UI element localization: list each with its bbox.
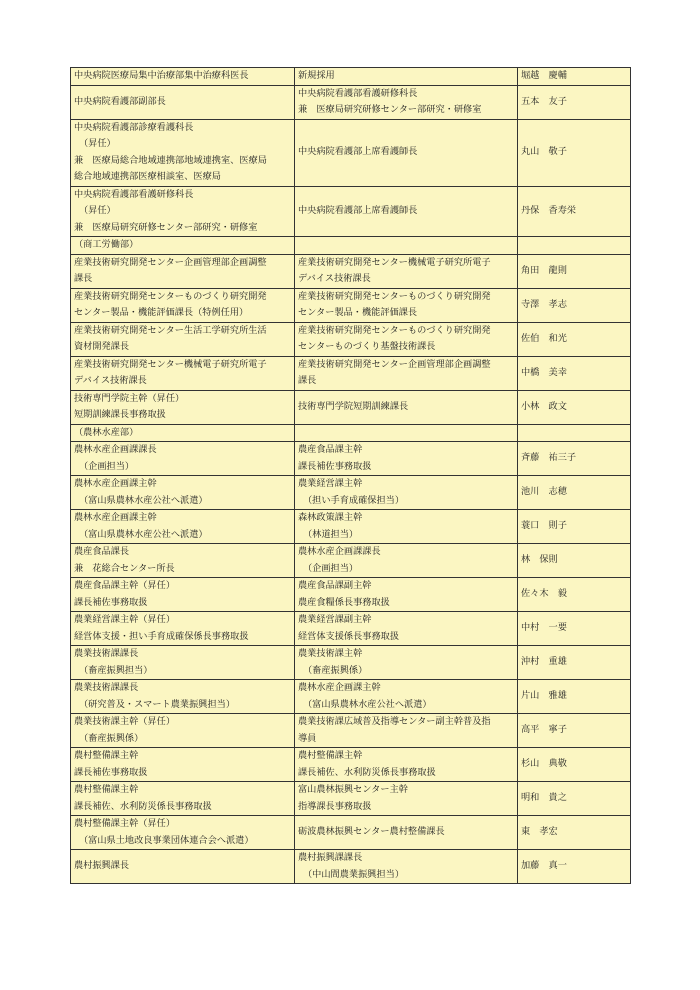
new-position-cell: [295, 254, 518, 288]
cell-line: 農産食品課主幹: [298, 444, 363, 455]
cell-line: 産業技術研究開発センターものづくり研究開発: [298, 290, 491, 302]
cell-line: 経営体支援係長事務取扱: [298, 630, 400, 642]
cell-line: 兼 医療局研究研修センター部研究・研修室: [74, 221, 258, 233]
person-name-cell: 五本 友子: [518, 85, 631, 119]
person-name-cell: 加藤 真一: [518, 850, 631, 884]
new-position-cell: [295, 782, 518, 816]
old-position-cell: [71, 748, 295, 782]
cell-line: 兼 花総合センター所長: [74, 562, 175, 574]
cell-line: 農林水産企画課課長: [74, 444, 157, 455]
old-position-cell: [71, 578, 295, 612]
cell-line: 兼 医療局研究研修センター部研究・研修室: [298, 104, 482, 115]
table-row: [71, 119, 631, 186]
table-row: [71, 680, 631, 714]
cell-line: （富山県農林水産公社へ派遣）: [303, 698, 432, 710]
cell-line: 経営体支援・担い手育成確保係長事務取扱: [74, 630, 249, 642]
cell-line: （富山県農林水産公社へ派遣）: [79, 494, 208, 506]
cell-line: 農林水産企画課主幹: [74, 478, 157, 489]
cell-line: 農業経営課副主幹: [298, 614, 372, 625]
table-row: [71, 476, 631, 510]
cell-line: 中央病院看護部診療看護科長: [74, 121, 194, 133]
table-row: [71, 544, 631, 578]
cell-line: 兼 医療局総合地域連携部地域連携室、医療局: [74, 154, 267, 166]
cell-line: 富山農林振興センター主幹: [298, 784, 408, 795]
old-position-cell: [71, 390, 295, 424]
cell-line: （畜産振興係）: [303, 664, 368, 676]
cell-line: 農林水産企画課主幹: [74, 512, 157, 523]
new-position-cell: [295, 816, 518, 850]
cell-line: 産業技術研究開発センター機械電子研究所電子: [74, 358, 267, 370]
cell-line: 農村整備課主幹: [74, 784, 139, 795]
cell-line: センターものづくり基盤技術課長: [298, 341, 436, 352]
old-position-cell: [71, 646, 295, 680]
cell-line: 農業経営課主幹（昇任）: [74, 614, 176, 625]
person-name-cell: 堀越 慶輔: [518, 68, 631, 86]
cell-line: デバイス技術課長: [298, 273, 371, 284]
person-name-cell: 池川 志穂: [518, 476, 631, 510]
cell-line: 産業技術研究開発センター機械電子研究所電子: [298, 256, 491, 268]
old-position-cell: [71, 850, 295, 884]
person-name-cell: 佐伯 和光: [518, 322, 631, 356]
person-name-cell: 丸山 敬子: [518, 119, 631, 186]
new-position-cell: [295, 646, 518, 680]
new-position-cell: [295, 544, 518, 578]
old-position-cell: [71, 782, 295, 816]
old-position-cell: [71, 714, 295, 748]
cell-line: 農業経営課主幹: [298, 478, 363, 489]
old-position-cell: [71, 186, 295, 237]
cell-line: デバイス技術課長: [74, 375, 147, 386]
cell-line: 中央病院看護部副部長: [74, 95, 166, 107]
person-name-cell: 高平 寧子: [518, 714, 631, 748]
person-name-cell: 小林 政文: [518, 390, 631, 424]
new-position-cell: [295, 680, 518, 714]
person-name-cell: 林 保則: [518, 544, 631, 578]
cell-line: 農林水産企画課主幹: [298, 682, 381, 693]
cell-line: （企画担当）: [79, 460, 135, 472]
person-name-cell: 中橋 美幸: [518, 356, 631, 390]
empty-cell: [518, 424, 631, 442]
cell-line: 農業技術課広域普及指導センター副主幹普及指: [298, 716, 491, 727]
old-position-cell: [71, 356, 295, 390]
table-row: [71, 442, 631, 476]
cell-line: 課長補佐事務取扱: [74, 596, 148, 608]
cell-line: 課長補佐、水利防災係長事務取扱: [74, 800, 212, 812]
old-position-cell: [71, 544, 295, 578]
cell-line: 中央病院看護部上席看護師長: [298, 205, 418, 216]
new-position-cell: [295, 442, 518, 476]
new-position-cell: [295, 578, 518, 612]
old-position-cell: [71, 816, 295, 850]
person-name-cell: 杉山 典敬: [518, 748, 631, 782]
cell-line: 農業技術課課長: [74, 648, 139, 659]
person-name-cell: 片山 雅雄: [518, 680, 631, 714]
cell-line: 導員: [298, 732, 317, 744]
cell-line: 農村振興課課長: [298, 852, 363, 863]
cell-line: 技術専門学院主幹（昇任）: [74, 392, 185, 404]
new-position-cell: [295, 476, 518, 510]
table-row: [71, 714, 631, 748]
person-name-cell: 明和 貴之: [518, 782, 631, 816]
old-position-cell: [71, 476, 295, 510]
table-row: [71, 390, 631, 424]
new-position-cell: [295, 850, 518, 884]
old-position-cell: [71, 510, 295, 544]
cell-line: 新規採用: [298, 70, 335, 81]
cell-line: 指導課長事務取扱: [298, 800, 372, 812]
old-position-cell: [71, 680, 295, 714]
cell-line: 農村振興課長: [74, 860, 130, 872]
cell-line: 総合地域連携部医療相談室、医療局: [74, 171, 221, 182]
cell-line: 課長補佐、水利防災係長事務取扱: [298, 766, 436, 778]
table-row: [71, 356, 631, 390]
table-row: [71, 850, 631, 884]
personnel-table-body: [71, 68, 631, 884]
person-name-cell: 寺澤 孝志: [518, 288, 631, 322]
cell-line: 農産食糧係長事務取扱: [298, 596, 390, 608]
empty-cell: [295, 424, 518, 442]
new-position-cell: [295, 510, 518, 544]
new-position-cell: [295, 68, 518, 86]
new-position-cell: [295, 186, 518, 237]
person-name-cell: 東 孝宏: [518, 816, 631, 850]
cell-line: （林道担当）: [303, 528, 359, 540]
table-row: [71, 612, 631, 646]
cell-line: 農産食品課長: [74, 546, 130, 557]
cell-line: 資材開発課長: [74, 341, 130, 352]
new-position-cell: [295, 119, 518, 186]
person-name-cell: 中村 一要: [518, 612, 631, 646]
cell-line: 産業技術研究開発センター生活工学研究所生活: [74, 324, 267, 336]
table-row: [71, 816, 631, 850]
empty-cell: [518, 237, 631, 255]
table-row: [71, 85, 631, 119]
new-position-cell: [295, 288, 518, 322]
new-position-cell: [295, 714, 518, 748]
old-position-cell: [71, 119, 295, 186]
cell-line: （昇任）: [79, 205, 116, 216]
table-row: [71, 782, 631, 816]
new-position-cell: [295, 356, 518, 390]
cell-line: 課長補佐事務取扱: [74, 766, 148, 778]
person-name-cell: 蓑口 則子: [518, 510, 631, 544]
section-row: [71, 424, 631, 442]
new-position-cell: [295, 390, 518, 424]
table-row: [71, 748, 631, 782]
section-row: [71, 237, 631, 255]
table-row: [71, 254, 631, 288]
person-name-cell: 角田 龍則: [518, 254, 631, 288]
cell-line: （研究普及・スマート農業振興担当）: [79, 698, 236, 710]
cell-line: 農村整備課主幹: [298, 750, 363, 761]
cell-line: （畜産振興担当）: [79, 664, 153, 676]
person-name-cell: 佐々木 毅: [518, 578, 631, 612]
person-name-cell: 沖村 重雄: [518, 646, 631, 680]
cell-line: 産業技術研究開発センターものづくり研究開発: [74, 290, 267, 302]
cell-line: （中山間農業振興担当）: [303, 868, 405, 880]
old-position-cell: [71, 254, 295, 288]
cell-line: （担い手育成確保担当）: [303, 494, 405, 506]
cell-line: 中央病院看護部上席看護師長: [298, 146, 418, 158]
cell-line: 農産食品課副主幹: [298, 580, 372, 591]
section-title: （農林水産部）: [71, 424, 295, 442]
cell-line: （畜産振興係）: [79, 732, 144, 744]
table-row: [71, 186, 631, 237]
cell-line: 中央病院医療局集中治療部集中治療科医長: [74, 70, 249, 81]
new-position-cell: [295, 748, 518, 782]
cell-line: 課長: [298, 375, 317, 386]
cell-line: 森林政策課主幹: [298, 512, 363, 523]
old-position-cell: [71, 612, 295, 646]
table-row: [71, 646, 631, 680]
cell-line: 課長補佐事務取扱: [298, 460, 372, 472]
cell-line: （富山県土地改良事業団体連合会へ派遣）: [79, 834, 254, 846]
cell-line: 産業技術研究開発センターものづくり研究開発: [298, 324, 491, 336]
table-row: [71, 68, 631, 86]
new-position-cell: [295, 612, 518, 646]
table-row: [71, 288, 631, 322]
personnel-table: [70, 67, 631, 884]
cell-line: 農業技術課課長: [74, 682, 139, 693]
cell-line: 中央病院看護部看護研修科長: [298, 87, 418, 99]
person-name-cell: 丹保 香寿栄: [518, 186, 631, 237]
cell-line: （富山県農林水産公社へ派遣）: [79, 528, 208, 540]
cell-line: 農村整備課主幹: [74, 750, 139, 761]
cell-line: 農業技術課主幹: [298, 648, 363, 659]
old-position-cell: [71, 322, 295, 356]
cell-line: センター製品・機能評価課長: [298, 307, 418, 318]
old-position-cell: [71, 442, 295, 476]
cell-line: センター製品・機能評価課長（特例任用）: [74, 307, 249, 318]
old-position-cell: [71, 288, 295, 322]
table-row: [71, 578, 631, 612]
cell-line: （昇任）: [79, 138, 116, 149]
cell-line: 技術専門学院短期訓練課長: [298, 400, 409, 412]
cell-line: 農村整備課主幹（昇任）: [74, 818, 176, 829]
cell-line: 産業技術研究開発センター企画管理部企画調整: [74, 256, 267, 268]
cell-line: （企画担当）: [303, 562, 359, 574]
table-row: [71, 510, 631, 544]
table-row: [71, 322, 631, 356]
empty-cell: [295, 237, 518, 255]
new-position-cell: [295, 85, 518, 119]
cell-line: 中央病院看護部看護研修科長: [74, 188, 194, 200]
cell-line: 砺波農林振興センター農村整備課長: [298, 826, 445, 838]
section-title: （商工労働部）: [71, 237, 295, 255]
cell-line: 産業技術研究開発センター企画管理部企画調整: [298, 358, 491, 370]
cell-line: 短期訓練課長事務取扱: [74, 409, 166, 420]
cell-line: 農産食品課主幹（昇任）: [74, 580, 176, 591]
cell-line: 農業技術課主幹（昇任）: [74, 716, 176, 727]
new-position-cell: [295, 322, 518, 356]
old-position-cell: [71, 68, 295, 86]
old-position-cell: [71, 85, 295, 119]
cell-line: 課長: [74, 273, 93, 284]
person-name-cell: 斉藤 祐三子: [518, 442, 631, 476]
cell-line: 農林水産企画課課長: [298, 546, 381, 557]
